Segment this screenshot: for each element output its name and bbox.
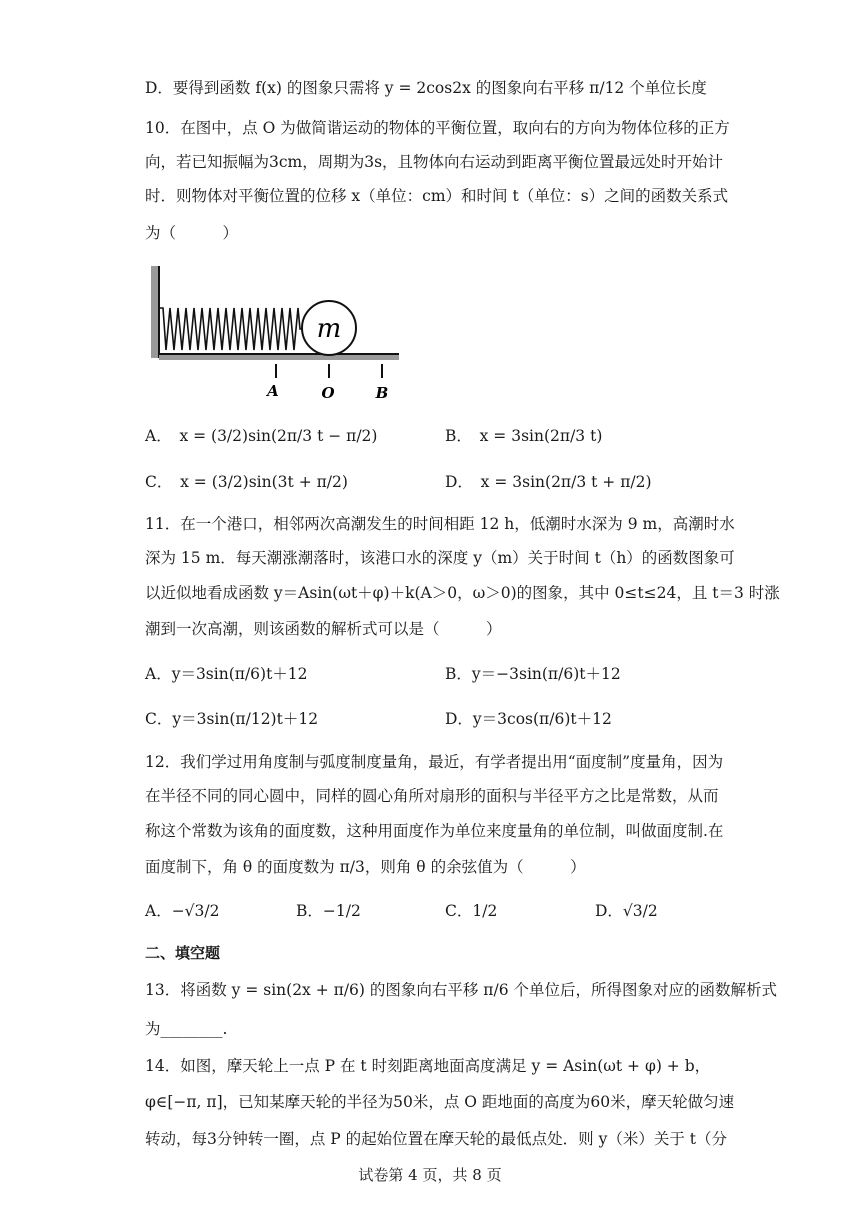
q9-option-d: D．要得到函数 f(x) 的图象只需将 y = 2cos2x 的图象向右平移 π/12 个单位长度 <box>145 79 707 97</box>
q10-option-d: D． x = 3sin(2π/3 t + π/2) <box>445 473 652 491</box>
q10-text-line-1: 10．在图中，点 O 为做简谐运动的物体的平衡位置，取向右的方向为物体位移的正方 <box>145 119 730 137</box>
q10-text-line-2: 向，若已知振幅为3cm，周期为3s，且物体向右运动到距离平衡位置最远处时开始计 <box>145 153 724 171</box>
q11-text-line-4: 潮到一次高潮，则该函数的解析式可以是（ ） <box>145 620 502 638</box>
spring-mass-figure <box>145 258 405 408</box>
q13-text-line-1: 13．将函数 y = sin(2x + π/6) 的图象向右平移 π/6 个单位后，所得图象对应的函数解析式 <box>145 981 778 999</box>
q12-text-line-2: 在半径不同的同心圆中，同样的圆心角所对扇形的面积与半径平方之比是常数，从而 <box>145 787 719 805</box>
q11-text-line-3: 以近似地看成函数 y＝Asin(ωt＋φ)＋k(A＞0，ω＞0)的图象，其中 0≤t≤24，且 t＝3 时涨 <box>145 584 780 602</box>
q11-option-b: B．y＝−3sin(π/6)t＋12 <box>445 665 621 683</box>
q12-option-b: B．−1/2 <box>296 902 361 920</box>
q10-text-line-3: 时．则物体对平衡位置的位移 x（单位：cm）和时间 t（单位：s）之间的函数关系式 <box>145 187 729 205</box>
q10-option-a: A． x = (3/2)sin(2π/3 t − π/2) <box>145 427 378 445</box>
q12-option-d: D．√3/2 <box>595 902 658 920</box>
section-heading: 二、填空题 <box>145 944 221 962</box>
mass-label: m <box>316 314 342 344</box>
q11-option-c: C．y＝3sin(π/12)t＋12 <box>145 710 319 728</box>
label-o: O <box>321 384 335 402</box>
q11-option-d: D．y＝3cos(π/6)t＋12 <box>445 710 612 728</box>
q11-text-line-1: 11．在一个港口，相邻两次高潮发生的时间相距 12 h，低潮时水深为 9 m，高潮时水 <box>145 515 735 533</box>
label-b: B <box>375 384 389 402</box>
q14-text-line-2: φ∈[−π, π]，已知某摩天轮的半径为50米，点 O 距地面的高度为60米，摩天轮做匀速 <box>145 1093 735 1111</box>
q14-text-line-1: 14．如图，摩天轮上一点 P 在 t 时刻距离地面高度满足 y = Asin(ωt + φ) + b， <box>145 1057 711 1075</box>
q12-text-line-3: 称这个常数为该角的面度数，这种用面度作为单位来度量角的单位制，叫做面度制.在 <box>145 822 724 840</box>
label-a: A <box>267 382 279 400</box>
q10-text-line-4: 为（ ） <box>145 224 239 242</box>
q10-option-c: C． x = (3/2)sin(3t + π/2) <box>145 473 348 491</box>
page-footer: 试卷第 4 页，共 8 页 <box>358 1166 502 1184</box>
q11-text-line-2: 深为 15 m．每天潮涨潮落时，该港口水的深度 y（m）关于时间 t（h）的函数图象可 <box>145 549 735 567</box>
wall <box>151 266 159 358</box>
q11-option-a: A．y＝3sin(π/6)t＋12 <box>145 665 308 683</box>
q10-option-b: B． x = 3sin(2π/3 t) <box>445 427 603 445</box>
q12-text-line-4: 面度制下，角 θ 的面度数为 π/3，则角 θ 的余弦值为（ ） <box>145 858 586 876</box>
q13-text-line-2: 为________. <box>145 1020 228 1038</box>
q14-text-line-3: 转动，每3分钟转一圈，点 P 的起始位置在摩天轮的最低点处．则 y（米）关于 t（分 <box>145 1130 727 1148</box>
spring <box>159 308 305 350</box>
q12-option-a: A．−√3/2 <box>145 902 220 920</box>
q12-option-c: C．1/2 <box>445 902 498 920</box>
q12-text-line-1: 12．我们学过用角度制与弧度制度量角，最近，有学者提出用“面度制”度量角，因为 <box>145 753 724 771</box>
